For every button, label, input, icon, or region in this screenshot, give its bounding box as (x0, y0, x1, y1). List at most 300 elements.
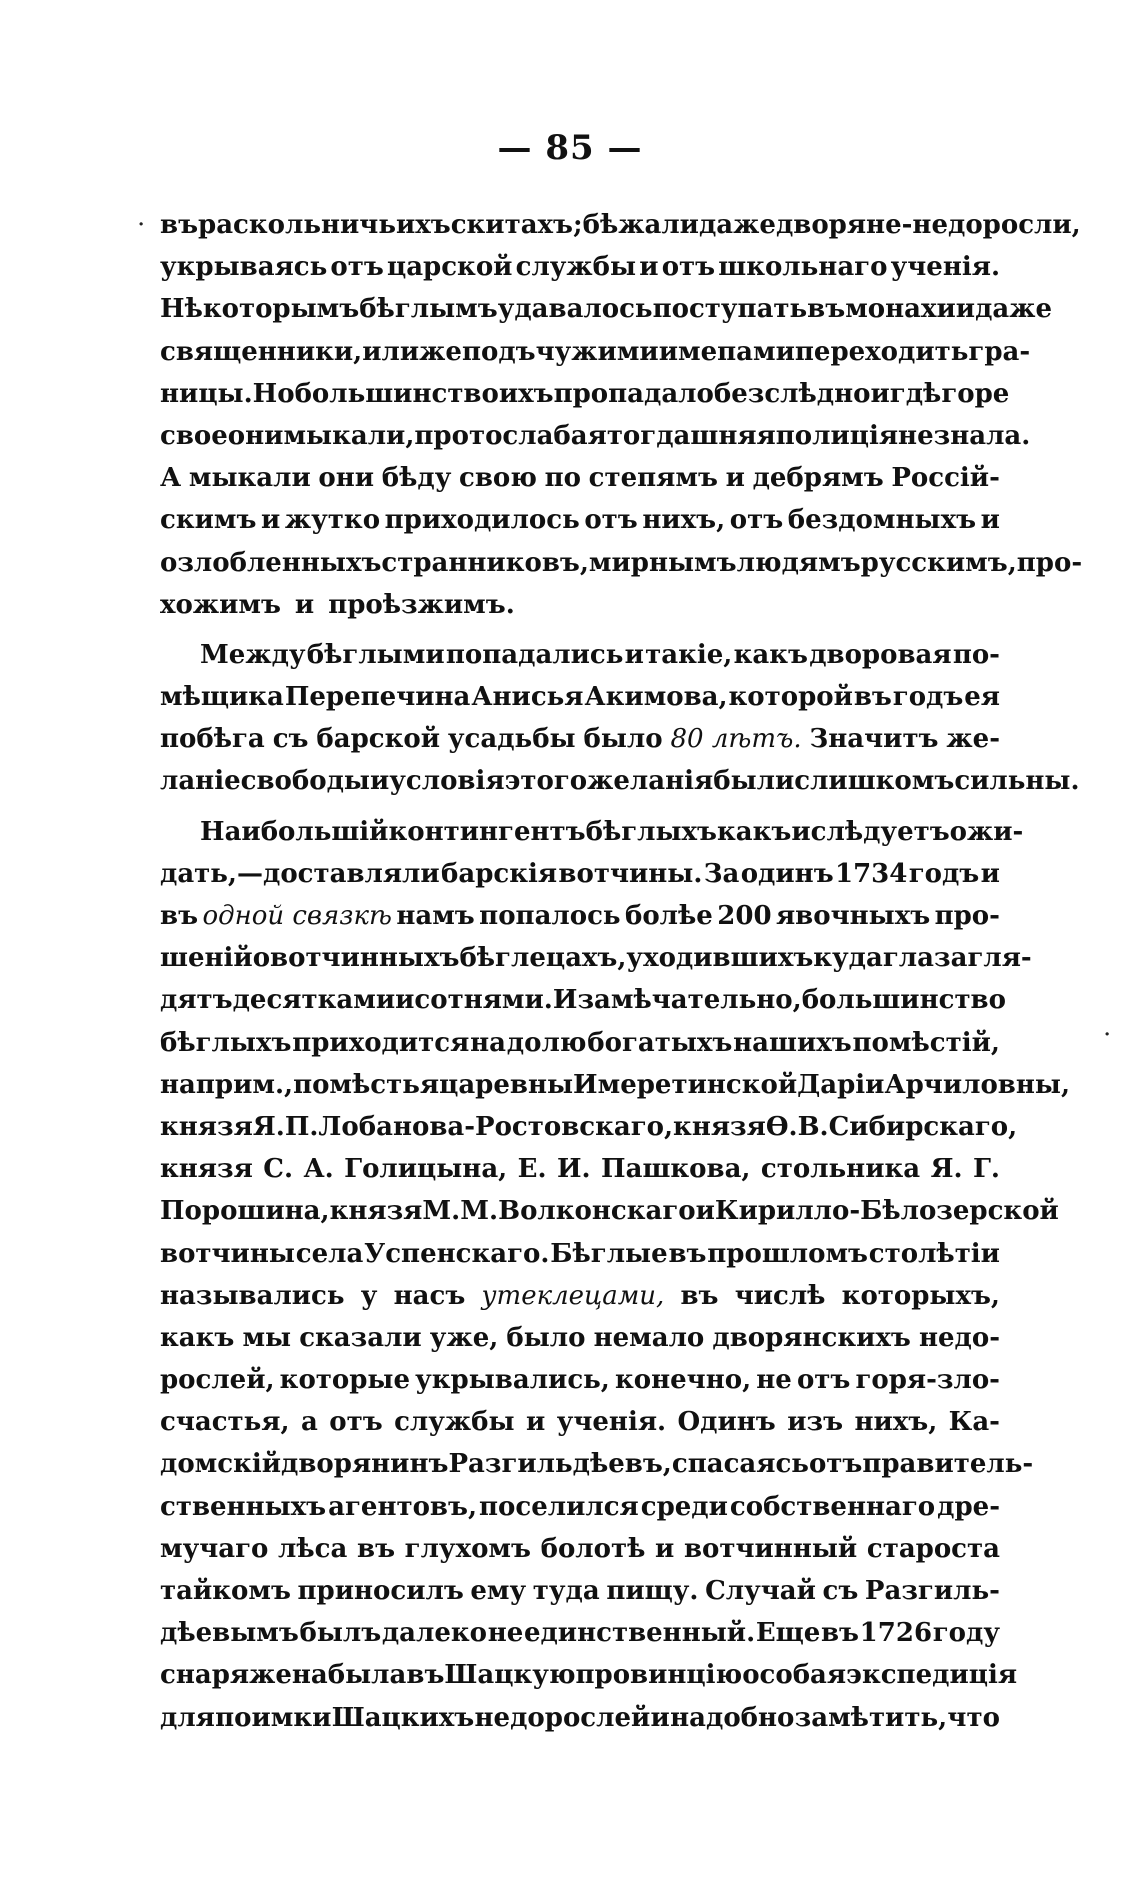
word: Разгиль- (864, 1576, 1000, 1606)
word: единственный. (523, 1618, 756, 1649)
word: то (468, 420, 503, 451)
body-text (160, 204, 1083, 1739)
word: барской (316, 724, 440, 755)
word: уходившихъ (626, 943, 814, 974)
word: правитель- (862, 1449, 1034, 1480)
word: гра- (968, 336, 1031, 367)
word: князя (160, 1111, 253, 1142)
word: былъ (299, 1618, 382, 1649)
word: бездомныхъ (787, 505, 977, 536)
word: въ (807, 294, 846, 325)
word: съ (822, 1576, 859, 1606)
word: нашихъ (733, 1027, 852, 1058)
text-line (160, 1528, 1000, 1570)
margin-dot-mark: · (1104, 1024, 1111, 1045)
paragraph-gap (160, 803, 1000, 811)
word: числѣ (734, 1280, 826, 1311)
word: которой (728, 682, 853, 713)
word: и (650, 1702, 670, 1733)
word: году (932, 1618, 1000, 1649)
word: села (295, 1238, 364, 1269)
word: помѣстій, (852, 1027, 1000, 1058)
word: 1726 (859, 1618, 933, 1649)
word: удавалось (497, 294, 653, 325)
word: Пашкова, (601, 1154, 751, 1185)
word: Бѣглые (550, 1238, 668, 1269)
word: Успенскаго. (364, 1238, 550, 1269)
word: приносилъ (297, 1576, 464, 1606)
word: замѣтить, (794, 1702, 948, 1733)
word: мирнымъ (588, 547, 737, 578)
word: раскольничьихъ (198, 210, 451, 240)
word: даже (975, 294, 1053, 325)
word: попалось (479, 901, 621, 931)
italic-word: 80 лѣтъ. (670, 724, 802, 755)
word: ланіе (160, 766, 241, 797)
word: Ѳ. (765, 1111, 798, 1142)
word: богатыхъ (587, 1027, 733, 1058)
word: по- (952, 639, 1000, 670)
word: же- (946, 724, 1000, 755)
text-line (160, 1359, 1000, 1401)
word: царевны (439, 1069, 574, 1100)
word: проѣзжимъ. (328, 589, 515, 620)
word: была (327, 1660, 407, 1691)
word: монахи (845, 294, 956, 325)
text-line (160, 1148, 1000, 1190)
word: съ (272, 724, 309, 755)
word: бѣглыхъ (585, 816, 718, 847)
word: укрывались, (415, 1365, 610, 1396)
italic-word: утеклецами, (481, 1280, 665, 1311)
word: имепами (658, 336, 795, 367)
word: вотчинныхъ (270, 943, 460, 974)
word: болѣе (625, 901, 713, 931)
word: отъ (808, 1449, 863, 1480)
word: экспедиція (846, 1660, 1018, 1691)
word: и (525, 1407, 546, 1438)
text-line (160, 1401, 1000, 1443)
word: свою (459, 463, 537, 494)
word: тогдашняя (606, 420, 776, 451)
word: свое (160, 420, 228, 451)
word: Одинъ (677, 1407, 776, 1438)
word: дворяне-недоросли, (775, 210, 1081, 240)
text-line (160, 1022, 1000, 1064)
text-line (160, 1612, 1000, 1654)
word: уже, (429, 1322, 499, 1353)
word: С. (263, 1154, 294, 1185)
word: слишкомъ (794, 766, 955, 797)
word: и (395, 985, 415, 1016)
word: Даріи (797, 1069, 885, 1100)
word: подъ (461, 336, 536, 367)
text-line (160, 1064, 1070, 1106)
word: и (369, 766, 390, 797)
word: и (294, 589, 315, 620)
word: Случай (705, 1576, 816, 1606)
text-line (160, 415, 1031, 457)
word: отъ (729, 505, 784, 536)
word: въ (668, 1238, 707, 1269)
word: насъ (393, 1280, 466, 1311)
word: пищу. (606, 1576, 699, 1606)
word: отъ (329, 1407, 383, 1438)
word: надобно (670, 1702, 795, 1733)
word: годъ (892, 682, 964, 713)
word: Шацкую (444, 1660, 576, 1691)
text-line (160, 331, 1031, 373)
word: желанія (587, 766, 714, 797)
word: В. (797, 1111, 829, 1142)
word: отъ (330, 252, 384, 283)
word: людямъ (736, 547, 861, 578)
word: а (300, 1407, 318, 1438)
text-line (160, 1190, 1059, 1232)
paragraph-gap (160, 626, 1000, 634)
word: вотчины. (558, 858, 703, 889)
word: поселился (479, 1491, 639, 1522)
word: въ (357, 1533, 396, 1564)
word: и (980, 505, 1000, 536)
word: Нѣкоторымъ (160, 294, 360, 325)
word: дебрямъ (752, 463, 884, 494)
word: ихъ (498, 378, 554, 409)
word: бѣглымъ (359, 294, 498, 325)
word: мыкали, (283, 420, 415, 451)
word: конечно, (614, 1365, 752, 1396)
word: мучаго (160, 1533, 269, 1564)
word: отъ (584, 505, 638, 536)
text-line (160, 1486, 1000, 1528)
word: дятъ (160, 985, 233, 1016)
word: этого (504, 766, 588, 797)
word: были (713, 766, 795, 797)
text-line (160, 811, 1024, 853)
word: лѣса (278, 1533, 348, 1564)
text-line (160, 542, 1083, 584)
word: За (703, 858, 740, 889)
word: одинъ (740, 858, 834, 889)
word: озлобленныхъ (160, 547, 382, 578)
text-line (160, 634, 1000, 676)
word: И (552, 985, 578, 1016)
word: было (583, 724, 663, 755)
word: Еще (755, 1618, 821, 1649)
word: дре- (937, 1491, 1000, 1522)
text-line (160, 373, 1010, 415)
word: сказали (299, 1322, 422, 1353)
text-line (160, 1697, 1000, 1739)
word: у (360, 1280, 378, 1311)
word: и (261, 505, 281, 536)
word: пропадало (553, 378, 714, 409)
word: сотнями. (414, 985, 553, 1016)
text-line (160, 1654, 1018, 1696)
word: или (362, 336, 420, 367)
word: дворянскихъ (712, 1322, 911, 1353)
text-line (160, 760, 1080, 802)
word: М. (422, 1196, 461, 1227)
word: годъ (908, 858, 980, 889)
word: и (725, 463, 745, 494)
word: среди (640, 1491, 728, 1522)
word: условія (389, 766, 505, 797)
word: Сибирскаго, (828, 1111, 1018, 1142)
word: нихъ, (642, 505, 726, 536)
word: шеній (160, 943, 253, 974)
word: 200 (717, 901, 772, 931)
word: свободы (240, 766, 370, 797)
word: школьнаго (718, 252, 888, 283)
word: слѣдуетъ (810, 816, 950, 847)
word: Я. (252, 1111, 285, 1142)
word: и (870, 378, 890, 409)
word: намъ (396, 901, 475, 931)
word: собственнаго (729, 1491, 936, 1522)
word: туда (532, 1576, 600, 1606)
word: поступать (652, 294, 808, 325)
word: въ (406, 1660, 445, 1691)
word: не (487, 1618, 524, 1649)
word: Я. (930, 1154, 963, 1185)
word: полиція (775, 420, 899, 451)
word: назывались (160, 1280, 345, 1311)
word: староста (866, 1533, 1000, 1564)
word: въ (820, 1618, 859, 1649)
word: священники, (160, 336, 363, 367)
word: для (160, 1702, 215, 1733)
word: про (414, 420, 469, 451)
word: они (227, 420, 284, 451)
word: Анисья (471, 682, 584, 713)
word: гдѣ (889, 378, 942, 409)
word: такіе, (645, 639, 733, 670)
word: ученія. (890, 252, 1000, 283)
word: болотѣ (540, 1533, 646, 1564)
word: вотчины (160, 1238, 295, 1269)
word: какъ (717, 816, 792, 847)
word: усадьбы (447, 724, 576, 755)
text-line (160, 895, 1000, 937)
word: наприм., (160, 1069, 294, 1100)
word: домскій (160, 1449, 282, 1480)
word: тайкомъ (160, 1576, 291, 1606)
word: чужими (535, 336, 659, 367)
word: нихъ, (854, 1407, 938, 1438)
word: А (160, 463, 182, 494)
word: жутко (284, 505, 381, 536)
word: ственныхъ (160, 1491, 327, 1522)
word: бѣглыхъ (160, 1027, 292, 1058)
word: не (756, 1365, 792, 1396)
word: не (898, 420, 934, 451)
word: барскія (441, 858, 558, 889)
margin-dot-mark: · (138, 214, 145, 235)
word: недо- (918, 1322, 1000, 1353)
italic-word: одной связкѣ (202, 901, 392, 931)
word: степямъ (588, 463, 718, 494)
word: ницы. (160, 378, 253, 409)
word: недорослей (474, 1702, 651, 1733)
word: Разгильдѣевъ, (448, 1449, 672, 1480)
word: горе (941, 378, 1010, 409)
word: долю (506, 1027, 587, 1058)
word: службы (394, 1407, 515, 1438)
word: которыхъ, (841, 1280, 1000, 1311)
word: счастья, (160, 1407, 290, 1438)
word: какъ (733, 639, 808, 670)
word: немало (593, 1322, 705, 1353)
word: слабая (502, 420, 607, 451)
word: стольника (760, 1154, 921, 1185)
word: въ (853, 682, 892, 713)
word: которые (279, 1365, 411, 1396)
word: о (252, 943, 271, 974)
word: попадались (445, 639, 624, 670)
word: было (506, 1322, 586, 1353)
word: про- (1016, 547, 1083, 578)
word: службы (515, 252, 637, 283)
text-line (160, 457, 1000, 499)
word: князя (160, 1154, 253, 1185)
word: князя (329, 1196, 423, 1227)
word: переходить (794, 336, 969, 367)
word: отъ (796, 1365, 851, 1396)
word: на (470, 1027, 506, 1058)
word: въ (160, 901, 199, 931)
word: явочныхъ (775, 901, 931, 931)
word: безслѣдно (713, 378, 871, 409)
word: дворянинъ (281, 1449, 449, 1480)
word: прошломъ (707, 1238, 868, 1269)
word: А. (303, 1154, 334, 1185)
word: и (655, 1533, 675, 1564)
word: укрываясь (160, 252, 328, 283)
word: про- (934, 901, 1000, 931)
word: царской (386, 252, 513, 283)
word: Лобанова-Ростовскаго, (318, 1111, 674, 1142)
text-line (160, 718, 1000, 760)
text-line (160, 1317, 1000, 1359)
word: побѣга (160, 724, 265, 755)
word: провинцію (575, 1660, 743, 1691)
word: глухомъ (404, 1533, 531, 1564)
word: Наибольшій (200, 816, 389, 847)
word: Значитъ (809, 724, 939, 755)
word: даже (698, 210, 776, 240)
word: скимъ (160, 505, 257, 536)
text-line (160, 979, 1006, 1021)
text-line (160, 853, 1000, 895)
word: дворовая (809, 639, 952, 670)
text-line (160, 246, 1000, 288)
word: особая (742, 1660, 847, 1691)
word: приходится (292, 1027, 470, 1058)
text-line (160, 499, 1000, 541)
text-line (160, 288, 1053, 330)
word: Между (200, 639, 306, 670)
word: Россій- (891, 463, 1000, 494)
word: десятками (232, 985, 396, 1016)
word: ученія. (556, 1407, 667, 1438)
word: Е. (517, 1154, 547, 1185)
text-line (160, 1233, 1000, 1275)
word: странниковъ, (381, 547, 589, 578)
word: Волконскаго (498, 1196, 696, 1227)
word: бѣжали (582, 210, 699, 240)
word: 1734 (834, 858, 908, 889)
word: въ (680, 1280, 719, 1311)
word: ея (964, 682, 1000, 713)
word: гля- (967, 943, 1032, 974)
word: же (419, 336, 462, 367)
word: бѣглыми (306, 639, 445, 670)
word: горя-зло- (855, 1365, 1000, 1396)
word: столѣтіи (868, 1238, 1000, 1269)
word: князя (673, 1111, 766, 1142)
word: Г. (972, 1154, 1000, 1185)
word: Акимова, (584, 682, 728, 713)
text-line (160, 937, 1032, 979)
word: И. (556, 1154, 591, 1185)
word: Перепечина (284, 682, 471, 713)
word: М. (460, 1196, 499, 1227)
word: куда (813, 943, 883, 974)
word: мѣщика (160, 682, 284, 713)
word: спасаясь (671, 1449, 809, 1480)
word: снаряжена (160, 1660, 328, 1691)
word: что (947, 1702, 1000, 1733)
word: мы (242, 1322, 292, 1353)
word: знала. (933, 420, 1031, 451)
text-line (160, 1443, 1034, 1485)
word: и (980, 858, 1000, 889)
word: изъ (787, 1407, 844, 1438)
word: и (791, 816, 811, 847)
word: Но (252, 378, 295, 409)
word: въ (160, 210, 199, 240)
word: замѣчательно, (577, 985, 802, 1016)
text-line (160, 1570, 1000, 1612)
text-line (160, 584, 1000, 626)
word: глаза (882, 943, 968, 974)
word: скитахъ; (450, 210, 583, 240)
text-line (160, 1106, 1018, 1148)
page-number: — 85 — (497, 128, 643, 168)
word: Кирилло-Бѣлозерской (714, 1196, 1059, 1227)
word: Порошина, (160, 1196, 330, 1227)
word: ему (470, 1576, 527, 1606)
word: агентовъ, (328, 1491, 477, 1522)
word: большинство (801, 985, 1006, 1016)
word: Шацкихъ (331, 1702, 475, 1733)
text-line (160, 204, 1081, 246)
word: дать,—доставляли (160, 858, 440, 889)
text-line (160, 676, 1000, 718)
word: приходилось (384, 505, 580, 536)
word: бѣду (381, 463, 452, 494)
word: они (318, 463, 375, 494)
word: хожимъ (160, 589, 281, 620)
word: отъ (661, 252, 716, 283)
word: и (639, 252, 659, 283)
word: сильны. (954, 766, 1080, 797)
word: и (695, 1196, 715, 1227)
word: и (955, 294, 976, 325)
word: Голицына, (344, 1154, 508, 1185)
word: бѣглецахъ, (459, 943, 627, 974)
